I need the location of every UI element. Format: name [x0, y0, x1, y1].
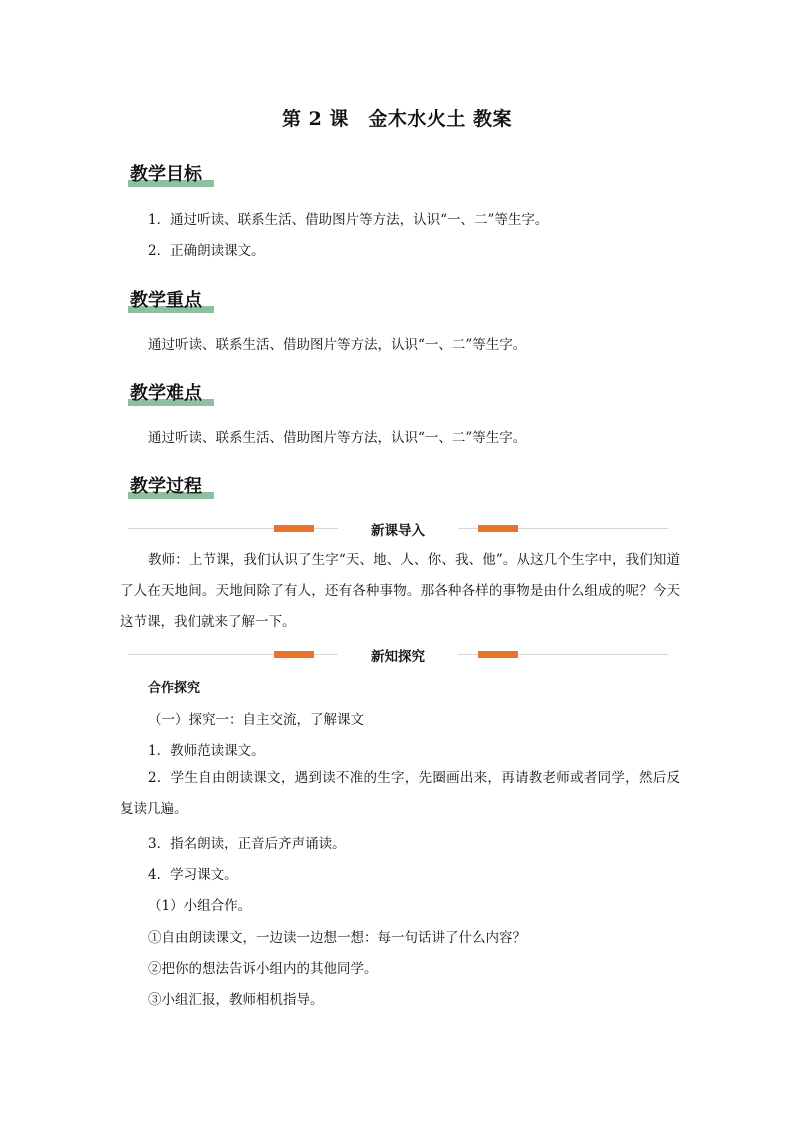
goal-item-1: 1．通过听读、联系生活、借助图片等方法，认识“一、二”等生字。: [148, 212, 549, 228]
divider-accent-right: [478, 525, 518, 532]
explore-line: 3．指名朗读，正音后齐声诵读。: [148, 836, 346, 852]
section-heading-difficulties: 教学难点: [128, 375, 218, 409]
explore-line: 1．教师范读课文。: [148, 743, 265, 759]
explore-line: 4．学习课文。: [148, 867, 238, 883]
explore-line: 2．学生自由朗读课文，遇到读不准的生字，先圈画出来，再请教老师或者同学，然后反复读几遍。: [120, 770, 680, 817]
goal-item-2: 2．正确朗读课文。: [148, 243, 265, 259]
divider-label: 新课导入: [338, 519, 458, 539]
page-title: 第 2 课 金木水火土 教案: [281, 108, 513, 130]
divider-accent-left: [274, 525, 314, 532]
key-points-text: 通过听读、联系生活、借助图片等方法，认识“一、二”等生字。: [148, 337, 527, 353]
explore-line: （1）小组合作。: [148, 898, 252, 914]
divider-intro: [128, 522, 668, 539]
divider-accent-left: [274, 651, 314, 658]
explore-line: ②把你的想法告诉小组内的其他同学。: [148, 961, 378, 977]
explore-line: ①自由朗读课文，一边读一边想一想：每一句话讲了什么内容？: [148, 930, 526, 946]
difficulties-text: 通过听读、联系生活、借助图片等方法，认识“一、二”等生字。: [148, 430, 527, 446]
explore-line: ③小组汇报，教师相机指导。: [148, 992, 324, 1008]
divider-explore: [128, 648, 668, 665]
intro-paragraph: 教师：上节课，我们认识了生字“天、地、人、你、我、他”。从这几个生字中，我们知道了人在天地间。天地间除了有人，还有各种事物。那各种各样的事物是由什么组成的呢？今天这节课，我们就来了解一下。: [120, 552, 680, 630]
section-heading-process: 教学过程: [128, 468, 218, 502]
section-heading-goals: 教学目标: [128, 156, 218, 190]
section-heading-key-points: 教学重点: [128, 282, 218, 316]
sub-heading-cooperative: 合作探究: [148, 681, 201, 696]
explore-line: （一）探究一：自主交流，了解课文: [148, 712, 364, 728]
divider-label: 新知探究: [338, 645, 458, 665]
divider-accent-right: [478, 651, 518, 658]
